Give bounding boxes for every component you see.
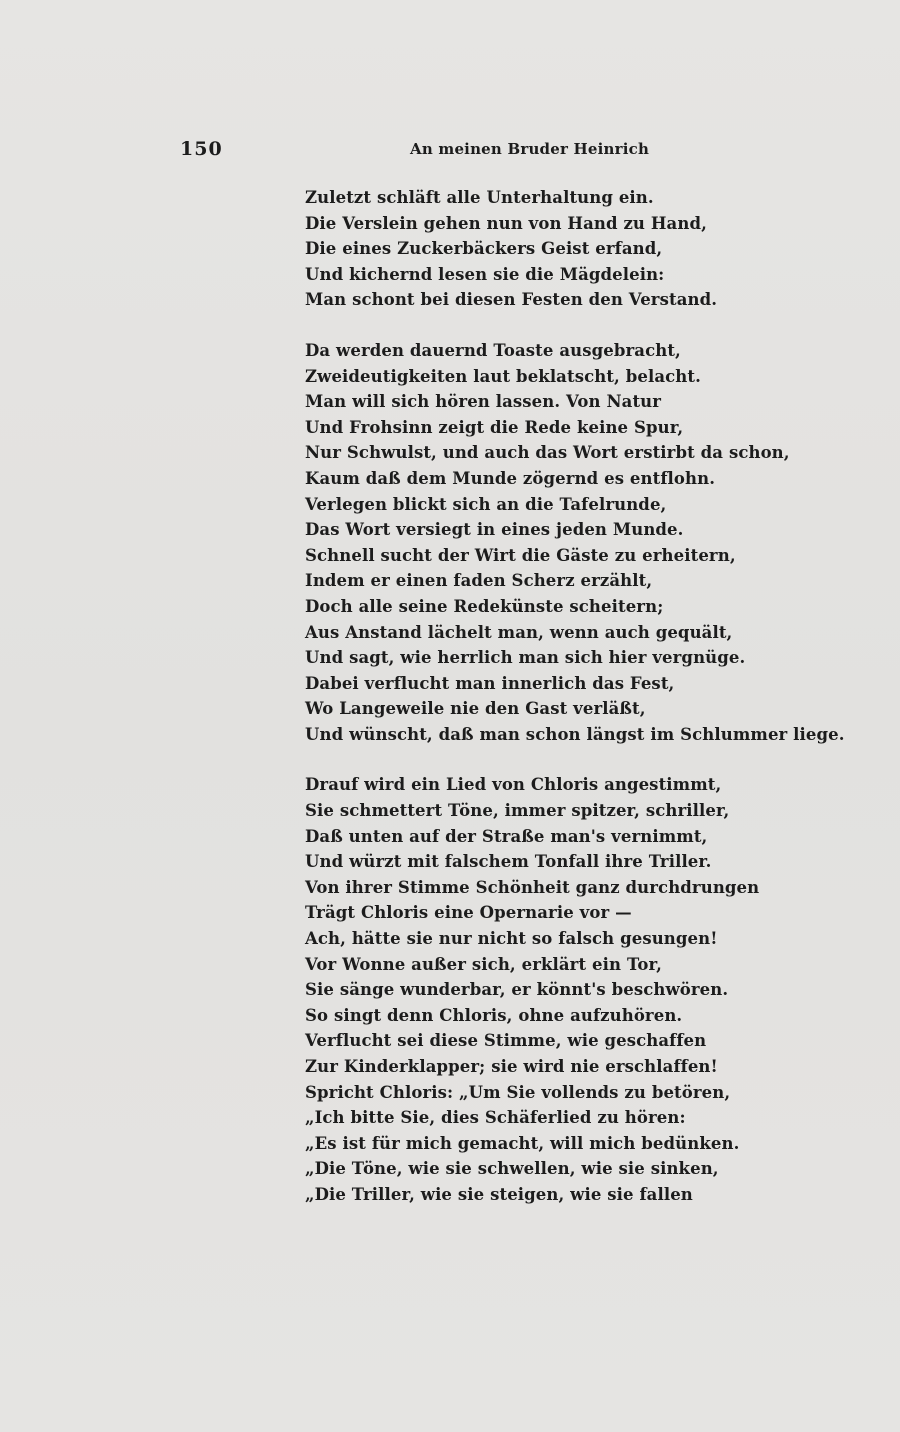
verse-line: Vor Wonne außer sich, erklärt ein Tor, (305, 954, 662, 974)
poem-body (305, 185, 865, 1233)
verse-line: Nur Schwulst, und auch das Wort erstirbt da schon, (305, 443, 790, 463)
verse-line: „Ich bitte Sie, dies Schäferlied zu hören: (305, 1108, 686, 1128)
verse-line: „Die Töne, wie sie schwellen, wie sie sinken, (305, 1159, 719, 1179)
verse-line: Trägt Chloris eine Opernarie vor — (305, 903, 632, 923)
verse-line: So singt denn Chloris, ohne aufzuhören. (305, 1005, 683, 1025)
stanza (305, 338, 865, 748)
verse-line: Da werden dauernd Toaste ausgebracht, (305, 340, 681, 360)
verse-line: Sie sänge wunderbar, er könnt's beschwören. (305, 980, 729, 1000)
verse-line: Zuletzt schläft alle Unterhaltung ein. (305, 188, 654, 207)
verse-line: Man schont bei diesen Festen den Verstand. (305, 290, 718, 310)
verse-line: Und sagt, wie herrlich man sich hier vergnüge. (305, 648, 746, 668)
running-title: An meinen Bruder Heinrich (410, 140, 650, 158)
verse-line: Kaum daß dem Munde zögernd es entflohn. (305, 468, 716, 488)
page-number: 150 (180, 138, 223, 160)
verse-line: Sie schmettert Töne, immer spitzer, schriller, (305, 801, 730, 821)
verse-line: Zur Kinderklapper; sie wird nie erschlaffen! (305, 1057, 718, 1076)
verse-line: „Die Triller, wie sie steigen, wie sie fallen (305, 1184, 693, 1204)
verse-line: Ach, hätte sie nur nicht so falsch gesungen! (305, 929, 718, 949)
verse-line: Zweideutigkeiten laut beklatscht, belacht. (305, 366, 701, 386)
verse-line: Schnell sucht der Wirt die Gäste zu erheitern, (305, 545, 736, 565)
verse-line: Und wünscht, daß man schon längst im Schlummer liege. (305, 724, 845, 744)
verse-line: Aus Anstand lächelt man, wenn auch gequält, (305, 622, 733, 642)
verse-line: Verflucht sei diese Stimme, wie geschaffen (305, 1031, 707, 1051)
verse-line: Wo Langeweile nie den Gast verläßt, (305, 699, 646, 719)
verse-line: Die Verslein gehen nun von Hand zu Hand, (305, 213, 707, 233)
verse-line: Und kichernd lesen sie die Mägdelein: (305, 264, 665, 284)
verse-line: „Es ist für mich gemacht, will mich bedünken. (305, 1133, 740, 1153)
verse-line: Drauf wird ein Lied von Chloris angestimmt, (305, 775, 722, 795)
verse-line: Und Frohsinn zeigt die Rede keine Spur, (305, 417, 684, 437)
verse-line: Dabei verflucht man innerlich das Fest, (305, 673, 675, 693)
verse-line: Daß unten auf der Straße man's vernimmt, (305, 826, 708, 846)
page-header (0, 138, 900, 168)
stanza (305, 185, 865, 313)
verse-line: Und würzt mit falschem Tonfall ihre Triller. (305, 852, 712, 872)
stanza (305, 772, 865, 1207)
verse-line: Die eines Zuckerbäckers Geist erfand, (305, 239, 663, 259)
verse-line: Von ihrer Stimme Schönheit ganz durchdrungen (305, 877, 760, 897)
verse-line: Das Wort versiegt in eines jeden Munde. (305, 520, 684, 540)
verse-line: Indem er einen faden Scherz erzählt, (305, 571, 653, 591)
verse-line: Spricht Chloris: „Um Sie vollends zu betören, (305, 1082, 731, 1102)
verse-line: Man will sich hören lassen. Von Natur (305, 392, 662, 412)
verse-line: Verlegen blickt sich an die Tafelrunde, (305, 494, 667, 514)
verse-line: Doch alle seine Redekünste scheitern; (305, 596, 664, 616)
